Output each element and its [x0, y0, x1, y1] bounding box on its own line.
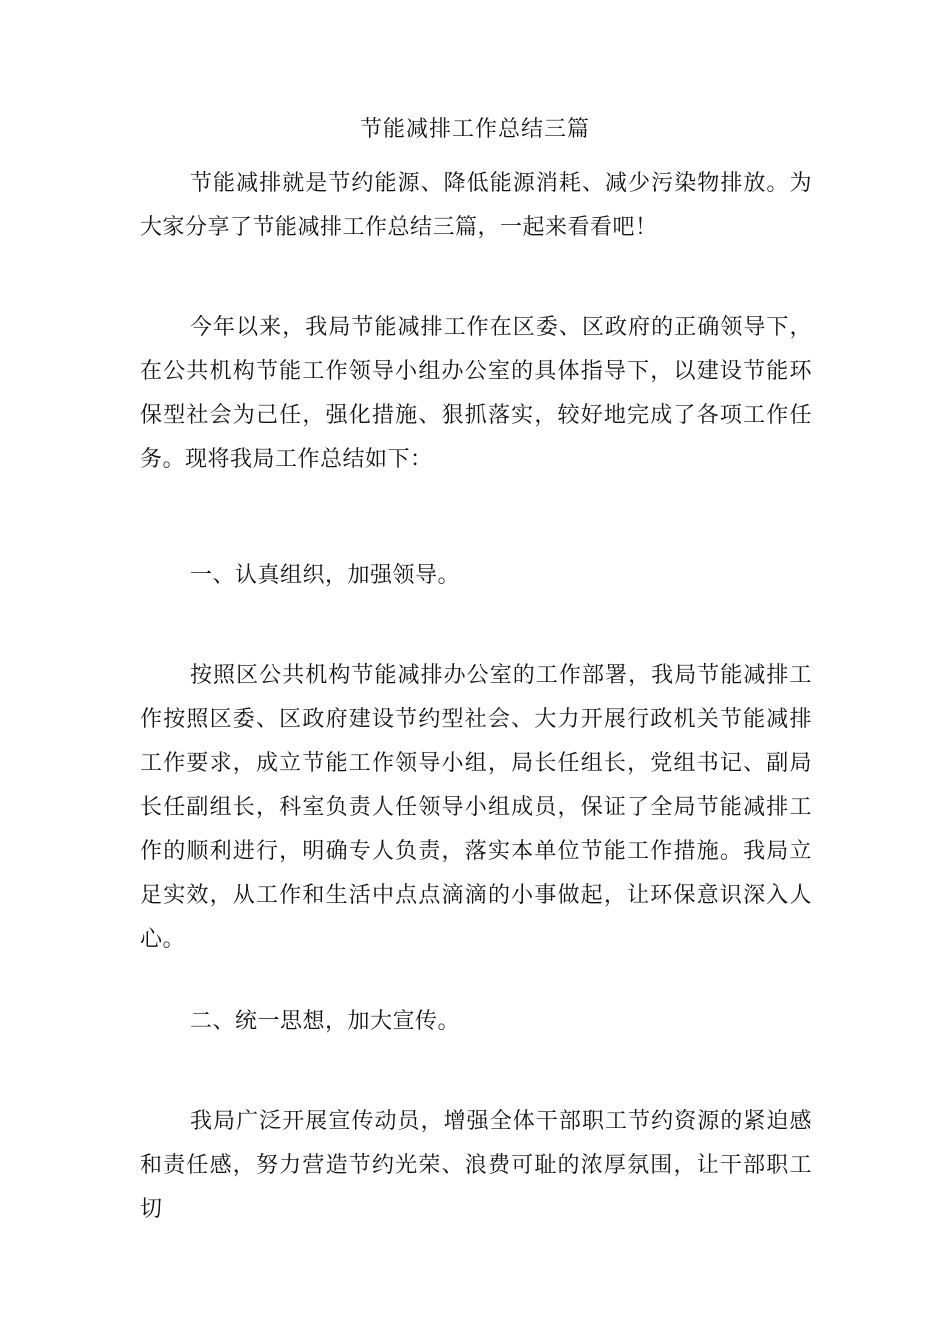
body-paragraph-1: 今年以来，我局节能减排工作在区委、区政府的正确领导下，在公共机构节能工作领导小组办公室的具体指导下，以建设节能环保型社会为己任，强化措施、狠抓落实，较好地完成了各项工作任务。现将我局工作总结如下： — [140, 315, 812, 472]
body-paragraph-3: 我局广泛开展宣传动员，增强全体干部职工节约资源的紧迫感和责任感，努力营造节约光荣、浪费可耻的浓厚氛围，让干部职工切 — [140, 1109, 812, 1222]
document-title: 节能减排工作总结三篇 — [359, 117, 590, 142]
section-heading-1: 一、认真组织，加强领导。 — [190, 563, 461, 588]
section-heading-2: 二、统一思想，加大宣传。 — [190, 1009, 461, 1034]
intro-paragraph: 节能减排就是节约能源、降低能源消耗、减少污染物排放。为大家分享了节能减排工作总结三篇，一起来看看吧！ — [140, 171, 812, 240]
body-paragraph-2: 按照区公共机构节能减排办公室的工作部署，我局节能减排工作按照区委、区政府建设节约型社会、大力开展行政机关节能减排工作要求，成立节能工作领导小组，局长任组长，党组书记、副局长任副组长，科室负责人任领导小组成员，保证了全局节能减排工作的顺利进行，明确专人负责，落实本单位节能工作措施。我局立足实效，从工作和生活中点点滴滴的小事做起，让环保意识深入人心。 — [140, 663, 812, 952]
